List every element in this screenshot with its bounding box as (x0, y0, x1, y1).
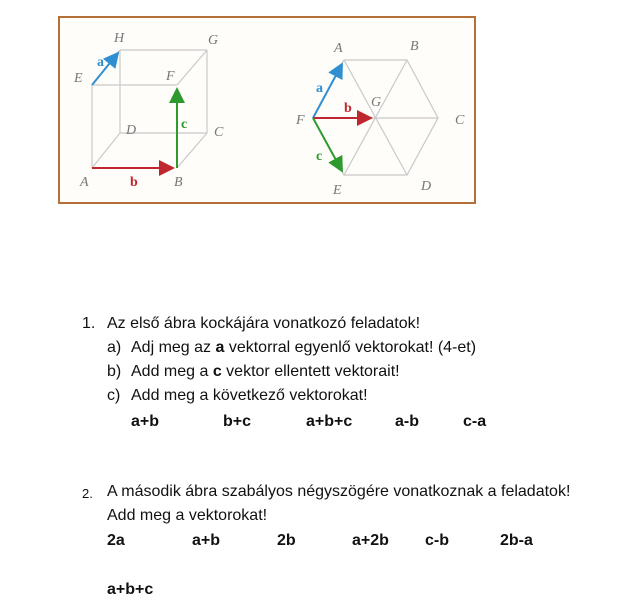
hex-label-d: D (421, 179, 432, 194)
task1-expr: c-a (463, 413, 487, 430)
hex-label-b: B (410, 39, 419, 54)
cube-edge (177, 133, 207, 168)
task1-expr: a+b (131, 413, 160, 430)
task1-a-marker: a) (107, 339, 122, 356)
cube-label-g: G (208, 33, 219, 48)
task1-a-bold: a (215, 339, 225, 356)
cube-label-a: A (80, 175, 89, 190)
task2-number: 2. (82, 486, 93, 501)
cube-vector-b-label: b (130, 175, 138, 190)
task1-a-text (131, 338, 476, 358)
task1-title: Az első ábra kockájára vonatkozó feladatok! (107, 315, 421, 332)
hex-vector-c-label: c (316, 149, 323, 164)
cube-label-b: B (174, 175, 183, 190)
task2-expr: 2b (277, 532, 296, 549)
hex-label-c: C (455, 113, 465, 128)
cube-label-c: C (214, 125, 224, 140)
hex-label-f: F (296, 113, 305, 128)
figures-svg (60, 18, 478, 206)
task2-expr: a+2b (352, 532, 389, 549)
task1-expr: a-b (395, 413, 419, 430)
hex-vector-a-label: a (316, 81, 323, 96)
task1-b-bold: c (212, 363, 222, 380)
task2-line1: A második ábra szabályos négyszögére vonatkoznak a feladatok! (107, 483, 571, 500)
task1-b-after: vektor ellentett vektorait! (221, 363, 400, 380)
hexagon-diagram (295, 39, 465, 198)
task1-b-marker: b) (107, 363, 122, 380)
task1-a-after: vektorral egyenlő vektorokat! (4-et) (224, 339, 477, 356)
task2-expr: 2a (107, 532, 125, 549)
task2-expr: 2b-a (500, 532, 533, 549)
task2-last-expr: a+b+c (107, 581, 154, 598)
task1-b-text (131, 362, 400, 382)
cube-edge (177, 50, 207, 85)
cube-label-h: H (114, 31, 125, 46)
cube-edge (92, 133, 120, 168)
task1-number: 1. (82, 315, 96, 332)
cube-vector-c-label: c (181, 117, 188, 132)
vector-a-arrow (92, 53, 118, 85)
hex-vector-b-label: b (344, 101, 352, 116)
cube-label-d: D (126, 123, 137, 138)
task2-expr: a+b (192, 532, 221, 549)
figure-panel (58, 16, 476, 204)
task1-a-before: Adj meg az (131, 339, 216, 356)
hex-label-a: A (334, 41, 343, 56)
cube-label-f: F (166, 69, 175, 84)
cube-vector-a-label: a (97, 55, 104, 70)
task1-expr: a+b+c (306, 413, 353, 430)
task1-c-marker: c) (107, 387, 121, 404)
cube-label-e: E (74, 71, 83, 86)
task1-b-before: Add meg a (131, 363, 213, 380)
task1-c-text: Add meg a következő vektorokat! (131, 387, 368, 404)
task2-expr: c-b (425, 532, 449, 549)
hex-label-g: G (371, 95, 382, 110)
task2-line2: Add meg a vektorokat! (107, 507, 268, 524)
cube-diagram (73, 31, 224, 190)
task1-expr: b+c (223, 413, 252, 430)
hex-label-e: E (333, 183, 342, 198)
